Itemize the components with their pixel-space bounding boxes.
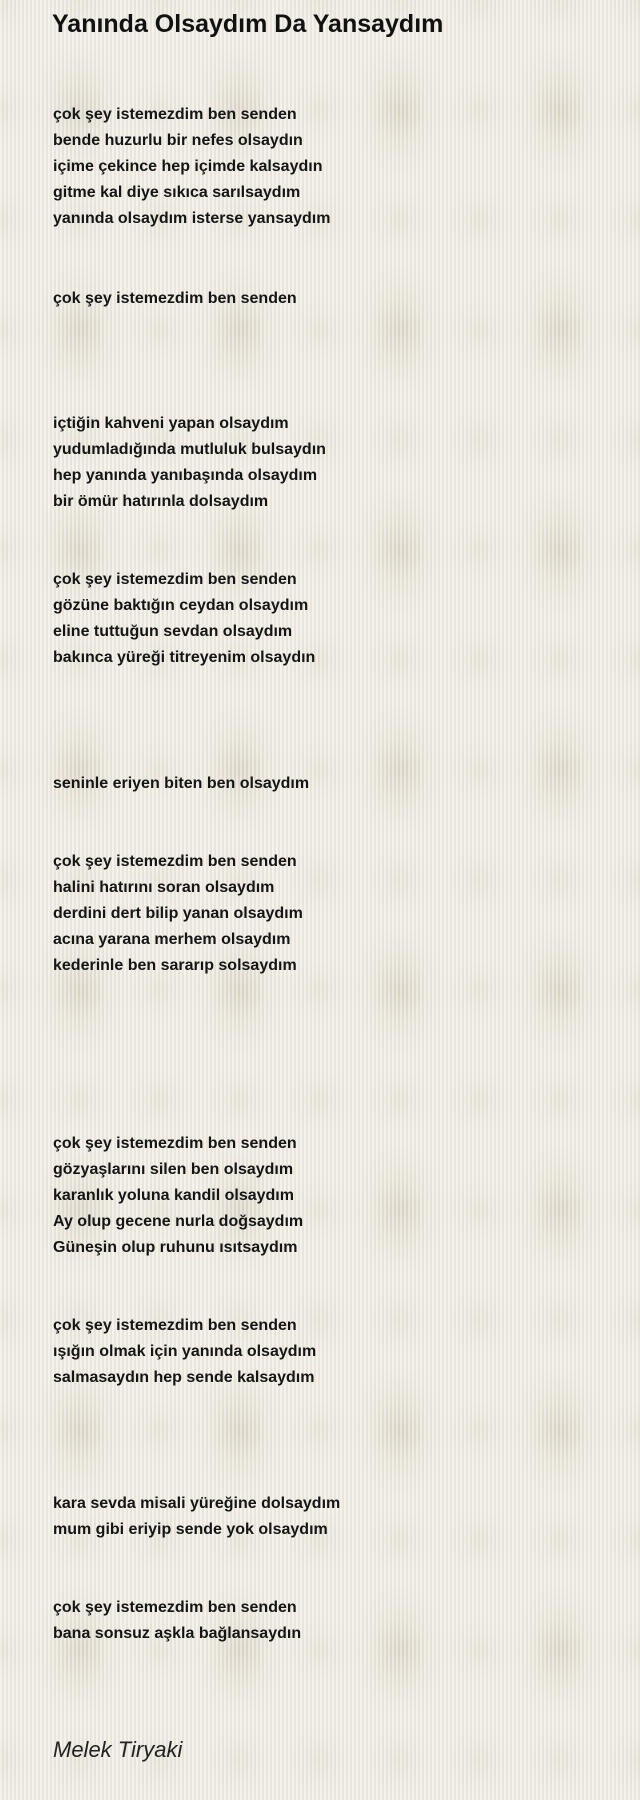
- poem-line: mum gibi eriyip sende yok olsaydım: [53, 1521, 328, 1538]
- poem-line: eline tuttuğun sevdan olsaydım: [53, 623, 293, 640]
- poem-line: karanlık yoluna kandil olsaydım: [53, 1187, 294, 1204]
- stanza-3: [53, 411, 326, 515]
- stanza-1: [53, 102, 330, 232]
- poem-line: bana sonsuz aşkla bağlansaydın: [53, 1625, 302, 1642]
- poem-line: gözyaşlarını silen ben olsaydım: [53, 1161, 294, 1178]
- poem-line: gitme kal diye sıkıca sarılsaydım: [53, 184, 301, 201]
- poem-line: yanında olsaydım isterse yansaydım: [53, 210, 331, 227]
- poem-line: bir ömür hatırınla dolsaydım: [53, 493, 269, 510]
- stanza-5: [53, 771, 309, 797]
- poem-line: çok şey istemezdim ben senden: [53, 1317, 297, 1334]
- poem-line: halini hatırını soran olsaydım: [53, 879, 275, 896]
- stanza-7: [53, 1131, 303, 1261]
- author-name: Melek Tiryaki: [53, 1737, 183, 1762]
- poem-line: çok şey istemezdim ben senden: [53, 1135, 297, 1152]
- poem-line: hep yanında yanıbaşında olsaydım: [53, 467, 318, 484]
- poem-line: içime çekince hep içimde kalsaydın: [53, 158, 323, 175]
- poem-line: ışığın olmak için yanında olsaydım: [53, 1343, 317, 1360]
- poem-line: bakınca yüreği titreyenim olsaydın: [53, 649, 316, 666]
- poem-line: gözüne baktığın ceydan olsaydım: [53, 597, 309, 614]
- poem-line: yudumladığında mutluluk bulsaydın: [53, 441, 326, 458]
- poem-line: acına yarana merhem olsaydım: [53, 931, 291, 948]
- poem-line: salmasaydın hep sende kalsaydım: [53, 1369, 315, 1386]
- poem-line: çok şey istemezdim ben senden: [53, 106, 297, 123]
- stanza-8: [53, 1313, 316, 1391]
- stanza-10: [53, 1595, 301, 1647]
- stanza-2: [53, 286, 297, 312]
- poem-line: çok şey istemezdim ben senden: [53, 853, 297, 870]
- poem-line: içtiğin kahveni yapan olsaydım: [53, 415, 289, 432]
- poem-line: çok şey istemezdim ben senden: [53, 1599, 297, 1616]
- poem-line: seninle eriyen biten ben olsaydım: [53, 775, 310, 792]
- poem-title: Yanında Olsaydım Da Yansaydım: [52, 10, 444, 38]
- poem-line: kara sevda misali yüreğine dolsaydım: [53, 1495, 341, 1512]
- poem-line: Güneşin olup ruhunu ısıtsaydım: [53, 1239, 298, 1256]
- stanza-6: [53, 849, 303, 979]
- stanza-4: [53, 567, 315, 671]
- poem-line: Ay olup gecene nurla doğsaydım: [53, 1213, 304, 1230]
- poem-line: derdini dert bilip yanan olsaydım: [53, 905, 303, 922]
- stanza-9: [53, 1491, 340, 1543]
- poem-line: çok şey istemezdim ben senden: [53, 290, 297, 307]
- poem-line: çok şey istemezdim ben senden: [53, 571, 297, 588]
- poem-line: bende huzurlu bir nefes olsaydın: [53, 132, 303, 149]
- poem-line: kederinle ben sararıp solsaydım: [53, 957, 297, 974]
